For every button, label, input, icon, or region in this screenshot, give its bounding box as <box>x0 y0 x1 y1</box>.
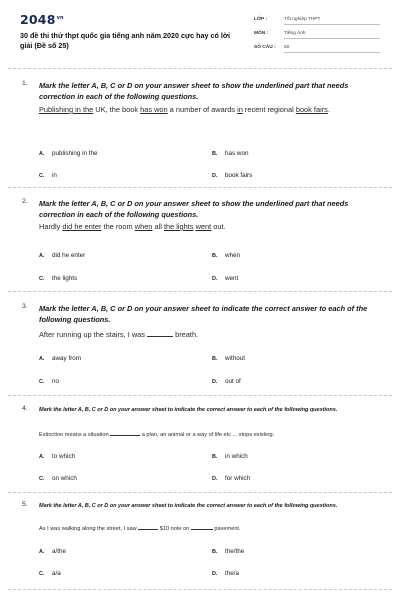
question-divider <box>8 187 392 188</box>
document-title: 30 đề thi thử thpt quốc gia tiếng anh năm 2020 cực hay có lời giải (Đề số 25) <box>20 31 231 50</box>
underlined-part-c: the lights <box>163 222 194 231</box>
option-letter: A. <box>39 549 45 555</box>
underlined-part-a: did he enter <box>62 222 102 231</box>
sentence-text: . <box>327 105 330 114</box>
underlined-part-a: Publishing in the <box>39 105 94 114</box>
option-d[interactable] <box>212 378 241 385</box>
option-letter: B. <box>212 454 218 460</box>
option-c[interactable] <box>39 275 77 282</box>
question-sentence <box>39 104 384 115</box>
sentence-text: After running up the stairs, I was <box>39 330 148 339</box>
sentence-text: As I was walking along the street, I saw <box>39 526 139 532</box>
option-a[interactable] <box>39 150 98 157</box>
option-letter: B. <box>212 549 218 555</box>
sentence-text: the room <box>101 222 135 231</box>
option-text: away from <box>52 355 82 362</box>
underlined-part-d: book fairs <box>295 105 328 114</box>
option-c[interactable] <box>39 570 61 577</box>
answer-blank <box>147 331 173 337</box>
question-instruction: Mark the letter A, B, C or D on your answer sheet to show the underlined part that needs correction in each of the following questions. <box>39 199 349 220</box>
meta-class-value: Tốt nghiệp THPT <box>284 15 380 25</box>
meta-count-value: 50 <box>284 43 380 53</box>
question-number: 4. <box>22 405 28 412</box>
question-instruction: Mark the letter A, B, C or D on your answer sheet to indicate the correct answer to each of the following questions. <box>39 503 338 509</box>
option-text: no <box>52 378 60 385</box>
question-number: 2. <box>22 198 28 205</box>
question-sentence <box>39 430 384 440</box>
option-text: when <box>225 252 241 259</box>
question-divider <box>8 395 392 396</box>
option-d[interactable] <box>212 172 252 179</box>
option-text: the lights <box>52 275 78 282</box>
question-instruction: Mark the letter A, B, C or D on your answer sheet to show the underlined part that needs correction in each of the following questions. <box>39 81 349 102</box>
option-text: out of <box>225 378 241 385</box>
option-a[interactable] <box>39 355 81 362</box>
option-letter: D. <box>212 173 218 179</box>
question-number: 3. <box>22 303 28 310</box>
question-divider <box>8 291 392 292</box>
meta-class-label: LỚP : <box>254 17 268 22</box>
sentence-text: a plan, an animal or a way of life etc ... stops existing. <box>140 432 275 438</box>
question-divider <box>8 492 392 493</box>
option-letter: A. <box>39 454 45 460</box>
underlined-part-b: has won <box>140 105 168 114</box>
option-letter: A. <box>39 253 45 259</box>
option-b[interactable] <box>212 453 248 460</box>
option-text: book fairs <box>225 172 253 179</box>
option-text: to which <box>52 453 76 460</box>
option-letter: C. <box>39 276 45 282</box>
option-a[interactable] <box>39 453 75 460</box>
option-text: went <box>225 275 239 282</box>
option-letter: D. <box>212 571 218 577</box>
sentence-text: a number of awards <box>167 105 238 114</box>
underlined-part-c: in <box>237 105 243 114</box>
meta-subject-value: Tiếng Anh <box>284 29 380 39</box>
option-d[interactable] <box>212 570 239 577</box>
option-text: in which <box>225 453 248 460</box>
question-instruction: Mark the letter A, B, C or D on your answer sheet to indicate the correct answer to each of the following questions. <box>39 407 338 413</box>
meta-subject-label: MÔN : <box>254 31 269 36</box>
option-b[interactable] <box>212 355 245 362</box>
answer-blank <box>191 524 213 530</box>
site-logo[interactable] <box>20 12 64 27</box>
option-letter: C. <box>39 173 45 179</box>
meta-count-label: SỐ CÂU : <box>254 45 276 50</box>
option-letter: C. <box>39 571 45 577</box>
option-letter: B. <box>212 253 218 259</box>
header-divider <box>8 68 392 69</box>
option-letter: C. <box>39 379 45 385</box>
option-letter: B. <box>212 356 218 362</box>
option-d[interactable] <box>212 275 238 282</box>
question-number: 1. <box>22 80 28 87</box>
sentence-text: $10 note on <box>158 526 191 532</box>
logo-text: 2048 <box>20 12 56 27</box>
sentence-text: Hardly <box>39 222 63 231</box>
option-text: without <box>225 355 245 362</box>
underlined-part-b: when <box>134 222 153 231</box>
option-text: a/a <box>52 570 61 577</box>
option-text: for which <box>225 475 251 482</box>
sentence-text: all <box>152 222 164 231</box>
question-sentence <box>39 524 384 534</box>
question-number: 5. <box>22 501 28 508</box>
option-text: in <box>52 172 57 179</box>
option-a[interactable] <box>39 548 66 555</box>
question-sentence <box>39 221 384 232</box>
option-c[interactable] <box>39 475 77 482</box>
option-text: has won <box>225 150 249 157</box>
option-letter: A. <box>39 356 45 362</box>
option-letter: C. <box>39 476 45 482</box>
answer-blank <box>110 430 140 436</box>
sentence-text: Extinction means a situation <box>39 432 111 438</box>
sentence-text: out. <box>211 222 226 231</box>
logo-suffix: vn <box>56 15 64 21</box>
option-text: did he enter <box>52 252 86 259</box>
option-text: the/a <box>225 570 240 577</box>
option-a[interactable] <box>39 252 85 259</box>
option-b[interactable] <box>212 252 240 259</box>
sentence-text: breath. <box>173 330 199 339</box>
option-text: on which <box>52 475 77 482</box>
option-c[interactable] <box>39 172 57 179</box>
question-instruction: Mark the letter A, B, C or D on your answer sheet to indicate the correct answer to each of the following questions. <box>39 304 368 325</box>
option-text: a/the <box>52 548 67 555</box>
meta-class-row <box>254 15 380 28</box>
option-letter: D. <box>212 476 218 482</box>
sentence-text: recent regional <box>242 105 296 114</box>
answer-blank <box>138 524 158 530</box>
sentence-text: pavement. <box>212 526 241 532</box>
option-letter: D. <box>212 379 218 385</box>
meta-subject-row <box>254 29 380 42</box>
option-letter: B. <box>212 151 218 157</box>
option-c[interactable] <box>39 378 59 385</box>
option-letter: D. <box>212 276 218 282</box>
option-d[interactable] <box>212 475 250 482</box>
sentence-text: UK, the book <box>93 105 141 114</box>
option-text: the/the <box>225 548 245 555</box>
option-text: publishing in the <box>52 150 98 157</box>
option-b[interactable] <box>212 150 248 157</box>
page-header <box>0 0 400 64</box>
question-divider <box>8 589 392 590</box>
option-b[interactable] <box>212 548 244 555</box>
meta-count-row <box>254 43 380 56</box>
underlined-part-d: went <box>195 222 212 231</box>
option-letter: A. <box>39 151 45 157</box>
question-sentence <box>39 329 384 340</box>
